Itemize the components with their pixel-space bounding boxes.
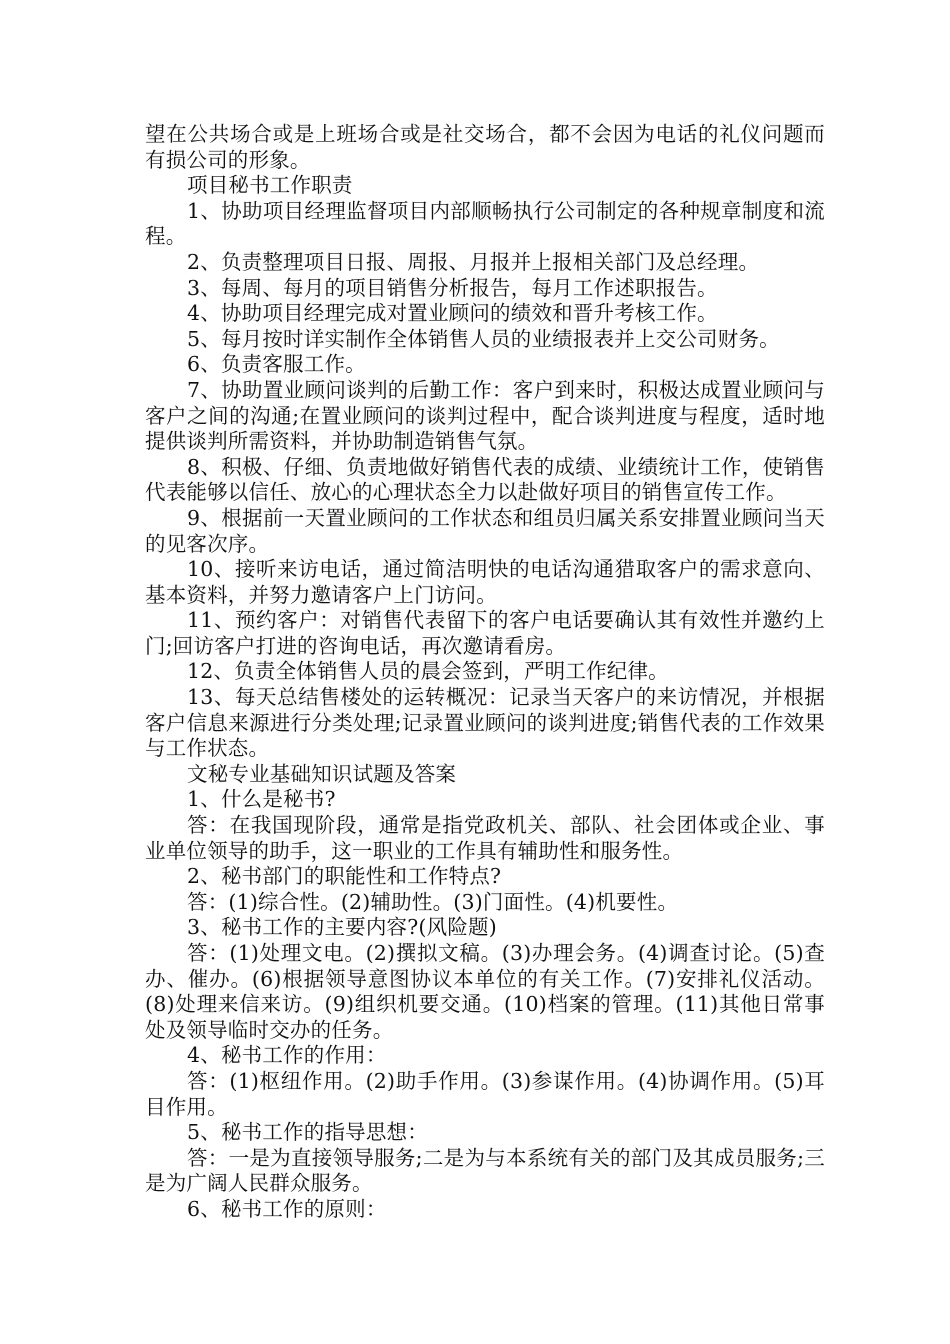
paragraph-continuation: 望在公共场合或是上班场合或是社交场合，都不会因为电话的礼仪问题而有损公司的形象。	[145, 122, 825, 172]
duty-item-11: 11、预约客户：对销售代表留下的客户电话要确认其有效性并邀约上门;回访客户打进的咨询电话，再次邀请看房。	[145, 608, 825, 658]
duty-item-5: 5、每月按时详实制作全体销售人员的业绩报表并上交公司财务。	[187, 326, 780, 351]
duty-item-9: 9、根据前一天置业顾问的工作状态和组员归属关系安排置业顾问当天的见客次序。	[145, 505, 825, 556]
duty-item-4: 4、协助项目经理完成对置业顾问的绩效和晋升考核工作。	[187, 301, 718, 326]
question-5: 5、秘书工作的指导思想：	[187, 1120, 428, 1145]
duty-item-8: 8、积极、仔细、负责地做好销售代表的成绩、业绩统计工作，使销售代表能够以信任、放心的心理状态全力以赴做好项目的销售宣传工作。	[145, 454, 825, 505]
question-6: 6、秘书工作的原则：	[187, 1196, 387, 1221]
duty-item-7: 7、协助置业顾问谈判的后勤工作：客户到来时，积极达成置业顾问与客户之间的沟通;在置业顾问的谈判过程中，配合谈判进度与程度，适时地提供谈判所需资料，并协助制造销售气氛。	[145, 377, 825, 454]
section-heading-project-secretary: 项目秘书工作职责	[187, 173, 353, 198]
answer-1: 答：在我国现阶段，通常是指党政机关、部队、社会团体或企业、事业单位领导的助手，这一职业的工作具有辅助性和服务性。	[145, 813, 825, 863]
answer-5: 答：一是为直接领导服务;二是为与本系统有关的部门及其成员服务;三是为广阔人民群众服务。	[145, 1145, 825, 1196]
duty-item-2: 2、负责整理项目日报、周报、月报并上报相关部门及总经理。	[187, 249, 760, 274]
duty-item-3: 3、每周、每月的项目销售分析报告，每月工作述职报告。	[187, 275, 718, 300]
question-4: 4、秘书工作的作用：	[187, 1043, 387, 1068]
document-page	[145, 122, 825, 1223]
question-1: 1、什么是秘书?	[187, 787, 336, 812]
duty-item-10: 10、接听来访电话，通过简洁明快的电话沟通猎取客户的需求意向、基本资料，并努力邀请客户上门访问。	[145, 557, 825, 607]
answer-2: 答：(1)综合性。(2)辅助性。(3)门面性。(4)机要性。	[187, 889, 679, 914]
answer-3: 答：(1)处理文电。(2)撰拟文稿。(3)办理会务。(4)调查讨论。(5)查办、催办。(6)根据领导意图协议本单位的有关工作。(7)安排礼仪活动。(8)处理来信来访。(9)组织机要交通。(10)档案的管理。(11)其他日常事处及领导临时交办的任务。	[145, 941, 825, 1042]
question-3: 3、秘书工作的主要内容?(风险题)	[187, 915, 497, 940]
duty-item-6: 6、负责客服工作。	[187, 352, 366, 377]
section-heading-quiz: 文秘专业基础知识试题及答案	[187, 761, 457, 786]
duty-item-13: 13、每天总结售楼处的运转概况：记录当天客户的来访情况，并根据客户信息来源进行分类处理;记录置业顾问的谈判进度;销售代表的工作效果与工作状态。	[145, 685, 825, 761]
duty-item-1: 1、协助项目经理监督项目内部顺畅执行公司制定的各种规章制度和流程。	[145, 198, 825, 249]
duty-item-12: 12、负责全体销售人员的晨会签到，严明工作纪律。	[187, 659, 669, 684]
question-2: 2、秘书部门的职能性和工作特点?	[187, 864, 502, 889]
answer-4: 答：(1)枢纽作用。(2)助手作用。(3)参谋作用。(4)协调作用。(5)耳目作用。	[145, 1068, 825, 1119]
